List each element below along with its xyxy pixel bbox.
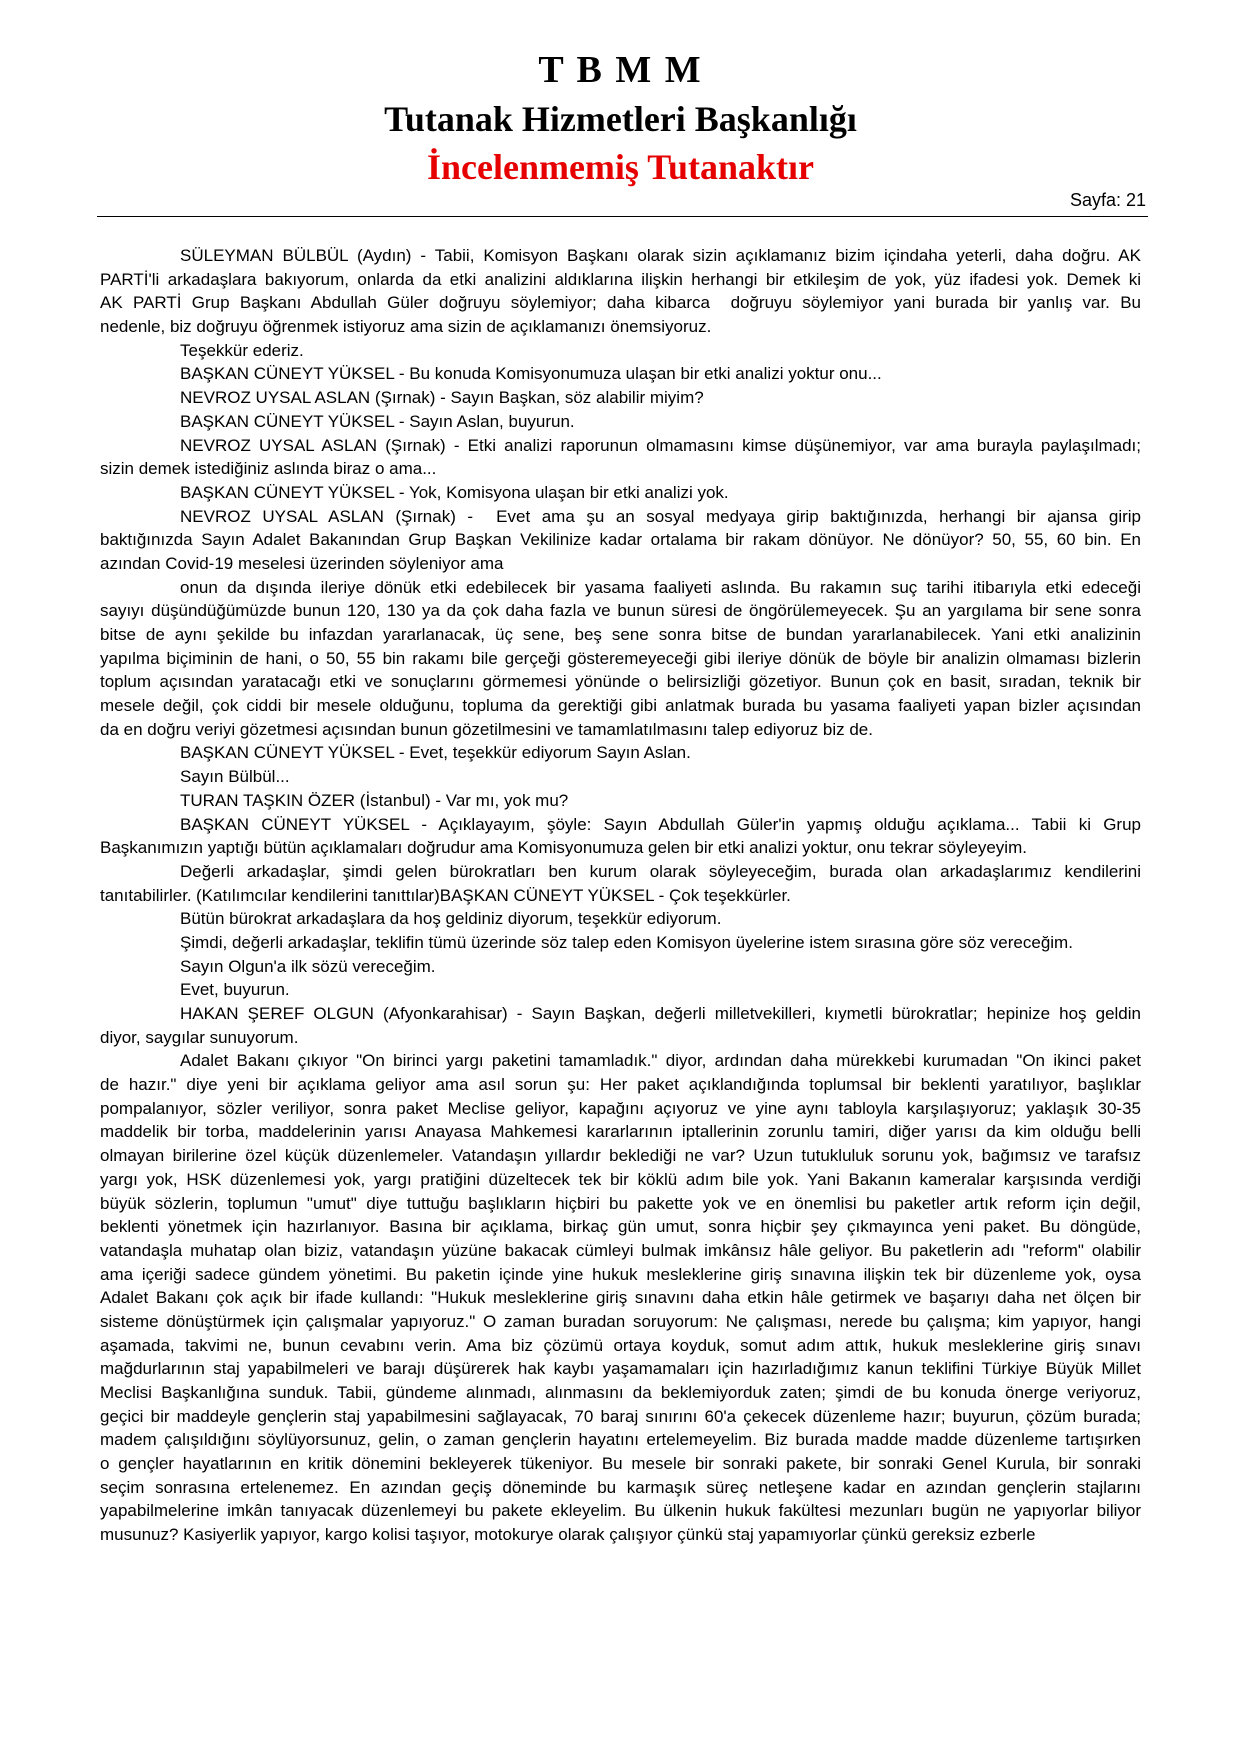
text-line: Teşekkür ederiz. (180, 340, 304, 360)
text-line: diyor, saygılar sunuyorum. (100, 1027, 299, 1047)
text-line: BAŞKAN CÜNEYT YÜKSEL - Sayın Aslan, buyurun. (180, 411, 575, 431)
text-line: Adalet Bakanı çıkıyor "On birinci yargı paketini tamamladık." diyor, ardından daha mürekkebi kurumadan "On ikinci paket (180, 1051, 1141, 1071)
text-line: Sayın Olgun'a ilk sözü vereceğim. (180, 956, 436, 976)
text-line: NEVROZ UYSAL ASLAN (Şırnak) - Evet ama şu an sosyal medyaya girip baktığınızda, herhangi bir ajansa girip (180, 506, 1141, 526)
text-line: bitse de aynı şekilde bu infazdan yararlanacak, üç sene, beş sene sonra bitse de bundan yararlanabilecek. Yani etki analizinin (100, 625, 1141, 644)
text-line: Başkanımızın yaptığı bütün açıklamaları doğrudur ama Komisyonumuza gelen bir etki analizi yoktur, onu tekrar söyleyeyim. (100, 838, 1027, 858)
text-line: NEVROZ UYSAL ASLAN (Şırnak) - Sayın Başkan, söz alabilir miyim? (180, 388, 704, 408)
text-line: azından Covid-19 meselesi üzerinden söyleniyor ama (100, 553, 504, 573)
text-line: maddelik bir torba, maddelerinin yarısı Anayasa Mahkemesi kararlarının iptallerinin zorunlu tamiri, diğer yarısı da kim olduğu belli (100, 1122, 1141, 1142)
text-line: Şimdi, değerli arkadaşlar, teklifin tümü üzerinde söz talep eden Komisyon üyelerine istem sırasına göre söz vereceğim. (180, 932, 1073, 952)
text-line: BAŞKAN CÜNEYT YÜKSEL - Bu konuda Komisyonumuza ulaşan bir etki analizi yoktur onu... (180, 364, 882, 384)
text-line: SÜLEYMAN BÜLBÜL (Aydın) - Tabii, Komisyon Başkanı olarak sizin açıklamanız bizim içindaha yeterli, daha doğru. AK (180, 246, 1141, 265)
text-line: AK PARTİ Grup Başkanı Abdullah Güler doğruyu söylemiyor; daha kibarca doğruyu söylemiyor yani burada bir yanlış var. Bu (100, 293, 1141, 313)
text-line: yargı yok, HSK düzenlemesi yok, yargı pratiğini düzeltecek tek bir köklü adım bile yok. Yani Bakanın kameralar karşısında verdiği (100, 1169, 1141, 1189)
text-line: TURAN TAŞKIN ÖZER (İstanbul) - Var mı, yok mu? (180, 790, 569, 810)
text-line: BAŞKAN CÜNEYT YÜKSEL - Yok, Komisyona ulaşan bir etki analizi yok. (180, 482, 729, 502)
text-line: NEVROZ UYSAL ASLAN (Şırnak) - Etki analizi raporunun olmamasını kimse düşünemiyor, var ama burayla paylaşılmadı; (180, 435, 1141, 455)
paragraph (100, 576, 1141, 742)
text-line: onun da dışında ileriye dönük etki edebilecek bir yasama faaliyeti aslında. Bu rakamın suç tarihi itibarıyla etki edeceği (180, 577, 1141, 597)
text-line: sayıyı düşündüğümüzde bunun 120, 130 ya da çok daha fazla ve bunun süresi de öngörülemeyecek. Şu an yargılama bir sene sonra (100, 601, 1141, 621)
paragraph (100, 362, 1141, 386)
paragraph (100, 789, 1141, 813)
paragraph (100, 978, 1141, 1002)
text-line: o gençler hayatlarının en kritik dönemini bekleyerek tükeniyor. Bu mesele bir sonraki pakete, bir sonraki Genel Kurula, bir sonraki (100, 1454, 1141, 1474)
paragraph (100, 481, 1141, 505)
text-line: musunuz? Kasiyerlik yapıyor, kargo kolisi taşıyor, motokurye olarak çalışıyor çünkü staj yapamıyorlar çünkü gereksiz ezberle (100, 1525, 1036, 1545)
paragraph (100, 741, 1141, 765)
document-status: İncelenmemiş Tutanaktır (426, 147, 815, 187)
text-line: olmayan birilerine özel küçük düzenlemeler. Vatandaşın yıllardır beklediği ne var? Uzun tutukluluk sorunu yok, bağımsız ve tarafsız (100, 1146, 1141, 1166)
paragraph (100, 434, 1141, 481)
paragraph (100, 386, 1141, 410)
paragraph (100, 505, 1141, 576)
paragraph (100, 860, 1141, 907)
text-line: tanıtabilirler. (Katılımcılar kendilerini tanıttılar)BAŞKAN CÜNEYT YÜKSEL - Çok teşekkürler. (100, 885, 791, 905)
text-line: Bütün bürokrat arkadaşlara da hoş geldiniz diyorum, teşekkür ediyorum. (180, 909, 722, 929)
paragraph (100, 907, 1141, 931)
text-line: mağdurlarının staj yapabilmeleri ve barajı düşürerek hak kaybı yaşamamaları için hazırladığımız kanun teklifini Türkiye Büyük Millet (100, 1359, 1141, 1379)
text-line: baktığınızda Sayın Adalet Bakanından Grup Başkan Vekilinize kadar ortalama bir rakam dönüyor. Ne dönüyor? 50, 55, 60 bin. En (100, 530, 1141, 550)
text-line: BAŞKAN CÜNEYT YÜKSEL - Evet, teşekkür ediyorum Sayın Aslan. (180, 743, 691, 763)
text-line: ama içeriği sadece gündem yönetimi. Bu paketin içinde yine hukuk mesleklerine giriş sınavına ilişkin tek bir düzenleme yok, oysa (100, 1264, 1141, 1284)
institution-title: T B M M (538, 49, 703, 91)
text-line: nedenle, biz doğruyu öğrenmek istiyoruz ama sizin de açıklamanızı önemsiyoruz. (100, 317, 712, 337)
transcript-body (100, 244, 1141, 1547)
text-line: Evet, buyurun. (180, 980, 290, 1000)
text-line: toplum açısından yaratacağı etki ve sonuçlarını görmemesi yönünde o belirsizliği gözetiyor. Bunun çok en basit, sıradan, teknik bir (100, 672, 1141, 692)
text-line: Meclisi Başkanlığına sunduk. Tabii, gündeme alınmadı, alınmasını da beklemiyorduk zaten; şimdi de bu konuda önerge veriyoruz, (100, 1383, 1141, 1402)
text-line: madem çalışıldığını söylüyorsunuz, gelin, o zaman gençlerin hayatını ertelemeyelim. Biz burada madde madde düzenleme tartışırken (100, 1430, 1141, 1450)
paragraph (100, 1002, 1141, 1049)
paragraph (100, 244, 1141, 339)
text-line: HAKAN ŞEREF OLGUN (Afyonkarahisar) - Sayın Başkan, değerli milletvekilleri, kıymetli bürokratlar; hepinize hoş geldin (180, 1004, 1141, 1023)
text-line: aşamada, takvimi ne, bunun cevabını verin. Ama biz çözümü ortaya koyduk, somut adım attık, hukuk mesleklerine giriş sınavı (100, 1335, 1141, 1355)
text-line: büyük sözlerin, toplumun "umut" diye tuttuğu başlıkların hiçbiri bu pakette yok ve en önemlisi bu paketler artık reform için değil, (100, 1193, 1141, 1213)
text-line: yapılma biçiminin de hani, o 50, 55 bin rakamı bile gerçeği gösteremeyeceği gibi ileriye dönük de böyle bir analizin olmaması bizlerin (100, 648, 1141, 668)
text-line: pompalanıyor, sözler veriliyor, sonra paket Meclise geliyor, kapağını açıyoruz ve yine aynı tabloyla karşılaşıyoruz; yaklaşık 30-35 (100, 1098, 1141, 1118)
paragraph (100, 410, 1141, 434)
text-line: Adalet Bakanı çok açık bir ifade kullandı: "Hukuk mesleklerine giriş sınavını daha etkin hâle getirmek ve başarıyı daha net ölçen bir (100, 1288, 1141, 1308)
paragraph (100, 339, 1141, 363)
department-title: Tutanak Hizmetleri Başkanlığı (384, 99, 857, 139)
paragraph (100, 765, 1141, 789)
paragraph (100, 1049, 1141, 1546)
text-line: mesele değil, çok ciddi bir mesele olduğunu, topluma da gerektiği gibi anlatmak burada bu yasama faaliyeti yapan bizler açısından (100, 696, 1141, 716)
page-number: Sayfa: 21 (1069, 190, 1146, 210)
paragraph (100, 813, 1141, 860)
text-line: vatandaşla muhatap olan biziz, vatandaşın yüzüne bakacak cümleyi bulmak imkânsız hâle geliyor. Bu paketlerin adı "reform" olabilir (100, 1240, 1141, 1260)
paragraph (100, 955, 1141, 979)
paragraph (100, 931, 1141, 955)
text-line: sizin demek istediğiniz aslında biraz o ama... (100, 459, 437, 479)
text-line: Sayın Bülbül... (180, 767, 290, 787)
text-line: seçim sonrasına ertelenemez. En azından geçiş döneminde bu karmaşık süreç netleşene kadar en azından gençlerin stajlarını (100, 1477, 1141, 1497)
text-line: BAŞKAN CÜNEYT YÜKSEL - Açıklayayım, şöyle: Sayın Abdullah Güler'in yapmış olduğu açıklama... Tabii ki Grup (180, 814, 1141, 834)
text-line: da en doğru veriyi gözetmesi açısından bunun gözetilmesini ve tamamlatılmasını talep ediyoruz biz de. (100, 719, 873, 739)
text-line: sisteme dönüştürmek için çalışmalar yapıyoruz." O zaman buradan soruyorum: Ne çalışması, nerede bu çalışma; kim yapıyor, hangi (100, 1311, 1141, 1331)
text-line: beklenti yönetmek için hazırlanıyor. Basına bir açıklama, birkaç gün umut, sonra hiçbir şey çıkmayınca yeni paket. Bu döngüde, (100, 1217, 1141, 1237)
text-line: de hazır." diye yeni bir açıklama geliyor ama asıl sorun şu: Her paket açıklandığında toplumsal bir beklenti yaratılıyor, başlıklar (100, 1075, 1141, 1095)
text-line: yapabilmelerine imkân tanıyacak düzenlemeyi bu pakete ekleyelim. Bu ülkenin hukuk fakültesi mezunları bugün ne yapıyorlar biliyor (100, 1501, 1141, 1521)
text-line: PARTİ'li arkadaşlara bakıyorum, onlarda da etki analizini aldıklarına ilişkin herhangi bir etkileşim de yok, yüz ifadesi yok. Demek ki (100, 269, 1141, 289)
header-divider (97, 216, 1148, 217)
text-line: geçici bir maddeyle gençlerin staj yapabilmesini sağlayacak, 70 baraj sınırını 60'a çekecek düzenleme hazır; buyurun, çözüm burada; (100, 1406, 1141, 1426)
text-line: Değerli arkadaşlar, şimdi gelen bürokratları ben kurum olarak söyleyeceğim, burada olan arkadaşlarımız kendilerini (180, 861, 1141, 881)
